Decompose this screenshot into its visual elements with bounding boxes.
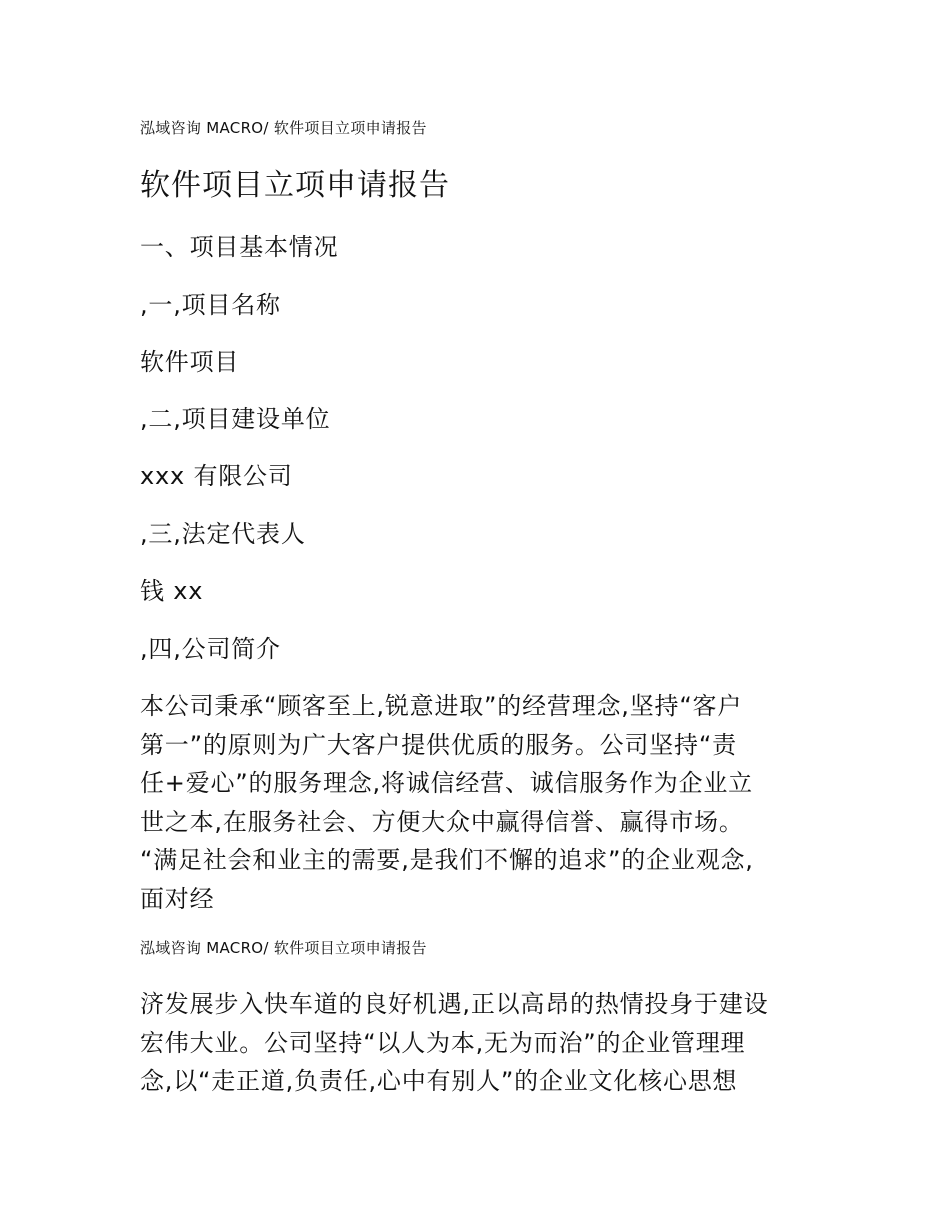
company-intro-paragraph-continued	[140, 985, 815, 1101]
paragraph-line: 任+爱心”的服务理念,将诚信经营、诚信服务作为企业立	[140, 769, 753, 797]
paragraph-line: 第一”的原则为广大客户提供优质的服务。公司坚持“责	[140, 730, 737, 759]
item-value-project-name: 软件项目	[140, 348, 240, 376]
paragraph-line: 济发展步入快车道的良好机遇,正以高昂的热情投身于建设	[140, 990, 769, 1018]
item-label-construction-unit: ,二,项目建设单位	[140, 405, 331, 433]
item-value-legal-representative: 钱 xx	[140, 577, 204, 605]
item-label-project-name: ,一,项目名称	[140, 291, 281, 319]
item-value-construction-unit: xxx 有限公司	[140, 462, 293, 490]
paragraph-line: 宏伟大业。公司坚持“以人为本,无为而治”的企业管理理	[140, 1028, 746, 1057]
document-title: 软件项目立项申请报告	[140, 168, 450, 203]
section-heading: 一、项目基本情况	[140, 233, 339, 261]
item-label-company-profile: ,四,公司简介	[140, 635, 281, 663]
paragraph-line: “满足社会和业主的需要,是我们不懈的追求”的企业观念,	[140, 846, 754, 874]
paragraph-line: 本公司秉承“顾客至上,锐意进取”的经营理念,坚持“客户	[140, 692, 743, 720]
paragraph-line: 念,以“走正道,负责任,心中有别人”的企业文化核心思想	[140, 1067, 738, 1095]
company-intro-paragraph	[140, 687, 815, 918]
paragraph-line: 面对经	[140, 884, 215, 913]
running-header: 泓域咨询 MACRO/ 软件项目立项申请报告	[140, 119, 427, 137]
running-header: 泓域咨询 MACRO/ 软件项目立项申请报告	[140, 939, 427, 957]
paragraph-line: 世之本,在服务社会、方便大众中赢得信誉、赢得市场。	[140, 807, 744, 836]
item-label-legal-representative: ,三,法定代表人	[140, 520, 306, 548]
